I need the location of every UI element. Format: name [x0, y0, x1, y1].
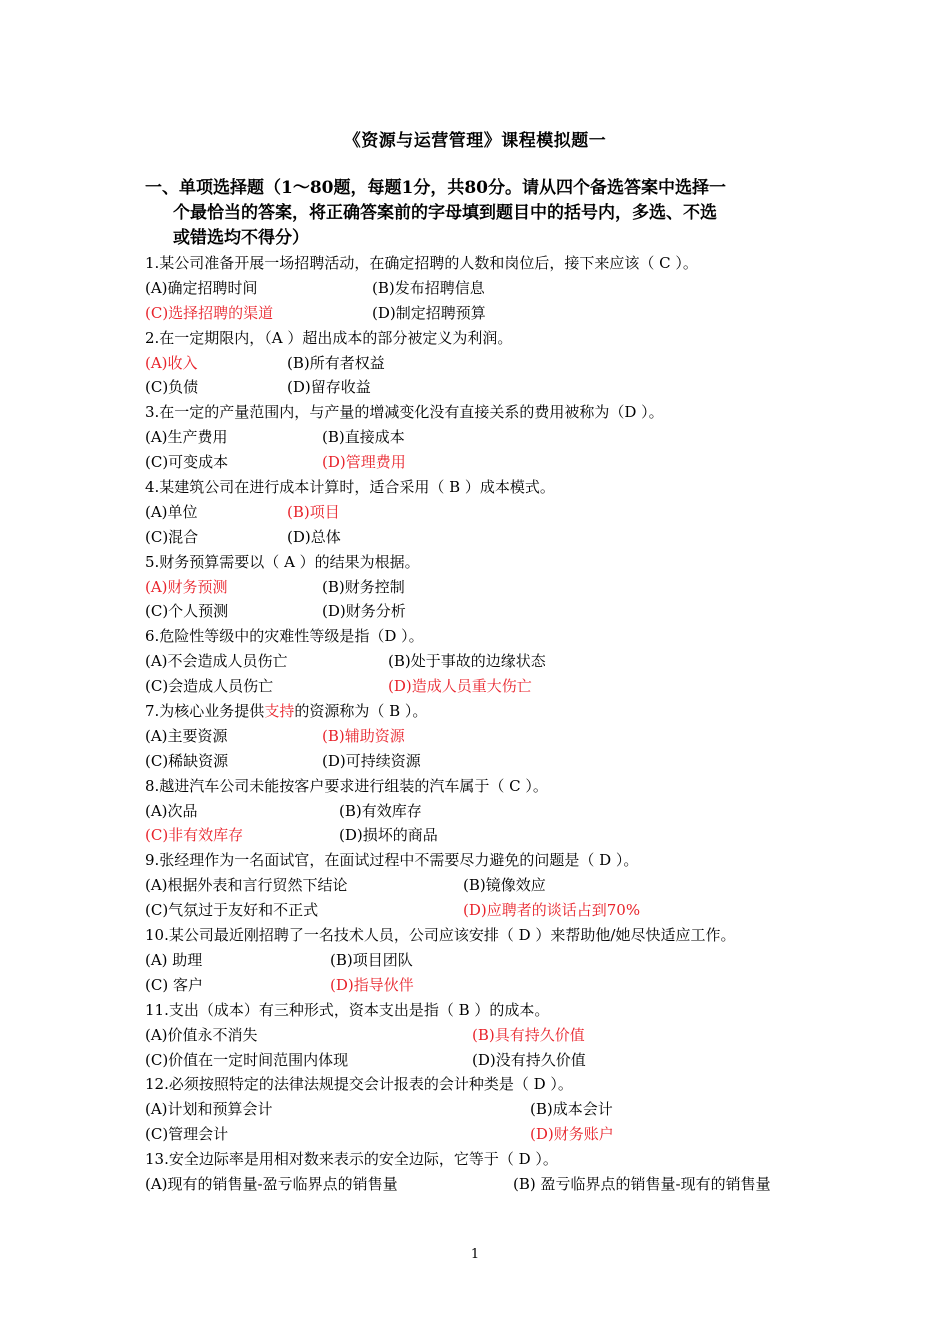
question-4-options-row: [145, 525, 810, 550]
question-7-text: [145, 699, 810, 724]
section-heading-line: 一、单项选择题（1～80题，每题1分，共80分。请从四个备选答案中选择一: [145, 178, 726, 198]
option-b: (B) 盈亏临界点的销售量-现有的销售量: [513, 1174, 771, 1193]
question-3-text: 3.在一定的产量范围内，与产量的增减变化没有直接关系的费用被称为（D ）。: [145, 403, 664, 422]
option-c-correct: (C)非有效库存: [145, 826, 244, 845]
question-9-options-row: [145, 898, 810, 923]
option-b: (B)财务控制: [322, 577, 405, 596]
option-c: (C)混合: [145, 527, 199, 546]
question-5-text: 5.财务预算需要以（ A ）的结果为根据。: [145, 552, 420, 571]
option-d-correct: (D)应聘者的谈话占到70%: [463, 901, 641, 920]
question-1-options-row: [145, 276, 810, 301]
option-b: (B)发布招聘信息: [372, 278, 485, 297]
question-11-text: 11.支出（成本）有三种形式，资本支出是指（ B ）的成本。: [145, 1000, 550, 1019]
question-8-text: 8.越进汽车公司未能按客户要求进行组装的汽车属于（ C ）。: [145, 776, 548, 795]
option-a: (A)主要资源: [145, 726, 228, 745]
option-a: (A)生产费用: [145, 428, 228, 447]
question-10-text: 10.某公司最近刚招聘了一名技术人员，公司应该安排（ D ）来帮助他/她尽快适应工作。: [145, 926, 736, 945]
question-11-options-row: [145, 1023, 810, 1048]
option-c: (C)管理会计: [145, 1125, 229, 1144]
option-a-correct: (A)收入: [145, 353, 198, 372]
question-9-text: 9.张经理作为一名面试官，在面试过程中不需要尽力避免的问题是（ D ）。: [145, 851, 639, 870]
option-d: (D)可持续资源: [322, 751, 421, 770]
question-12-text: 12.必须按照特定的法律法规提交会计报表的会计种类是（ D ）。: [145, 1075, 573, 1094]
question-9-options-row: [145, 873, 810, 898]
option-b: (B)项目团队: [330, 950, 413, 969]
question-6-options-row: [145, 649, 810, 674]
option-c: (C)稀缺资源: [145, 751, 229, 770]
option-c-correct: (C)选择招聘的渠道: [145, 303, 274, 322]
question-10-options-row: [145, 973, 810, 998]
question-4-text: 4.某建筑公司在进行成本计算时，适合采用（ B ）成本模式。: [145, 478, 555, 497]
question-1-options-row: [145, 301, 810, 326]
question-10-options-row: [145, 948, 810, 973]
option-d: (D)制定招聘预算: [372, 303, 486, 322]
question-7-text-end: 的资源称为（ B ）。: [294, 702, 428, 721]
question-4-options-row: [145, 500, 810, 525]
option-b-correct: (B)具有持久价值: [472, 1025, 585, 1044]
option-d: (D)没有持久价值: [472, 1050, 586, 1069]
question-7-options-row: [145, 724, 810, 749]
question-7-options-row: [145, 749, 810, 774]
option-d-correct: (D)指导伙伴: [330, 975, 414, 994]
option-d: (D)留存收益: [287, 378, 371, 397]
question-5-options-row: [145, 575, 810, 600]
option-c: (C)价值在一定时间范围内体现: [145, 1050, 349, 1069]
question-2-options-row: [145, 351, 810, 376]
question-12-options-row: [145, 1122, 810, 1147]
question-7-highlight: 支持: [264, 702, 295, 721]
option-a: (A)确定招聘时间: [145, 278, 258, 297]
question-7-text-start: 7.为核心业务提供: [145, 702, 265, 721]
option-d-correct: (D)财务账户: [530, 1125, 614, 1144]
option-b-correct: (B)辅助资源: [322, 726, 405, 745]
question-6-text: 6.危险性等级中的灾难性等级是指（D ）。: [145, 627, 424, 646]
option-b: (B)直接成本: [322, 428, 405, 447]
question-6-options-row: [145, 674, 810, 699]
section-heading-line: 个最恰当的答案，将正确答案前的字母填到题目中的括号内，多选、不选: [173, 203, 717, 223]
option-d-correct: (D)造成人员重大伤亡: [388, 677, 532, 696]
option-b: (B)镜像效应: [463, 876, 546, 895]
question-1-text: 1.某公司准备开展一场招聘活动，在确定招聘的人数和岗位后，接下来应该（ C ）。: [145, 254, 698, 272]
option-c: (C)可变成本: [145, 453, 229, 472]
option-b-correct: (B)项目: [287, 502, 340, 521]
option-c: (C)负债: [145, 378, 199, 397]
question-12-options-row: [145, 1097, 810, 1122]
option-d: (D)财务分析: [322, 602, 406, 621]
option-a-correct: (A)财务预测: [145, 577, 228, 596]
option-d: (D)总体: [287, 527, 341, 546]
question-8-options-row: [145, 799, 810, 824]
option-c: (C)会造成人员伤亡: [145, 677, 274, 696]
question-2-text: 2.在一定期限内，（A ）超出成本的部分被定义为利润。: [145, 328, 513, 347]
option-d-correct: (D)管理费用: [322, 453, 406, 472]
section-heading-line: 或错选均不得分）: [173, 228, 309, 248]
question-13-options-row: [145, 1172, 810, 1197]
option-c: (C)个人预测: [145, 602, 229, 621]
option-a: (A)计划和预算会计: [145, 1100, 273, 1119]
option-a: (A)单位: [145, 502, 198, 521]
option-b: (B)成本会计: [530, 1100, 613, 1119]
option-a: (A)根据外表和言行贸然下结论: [145, 876, 348, 895]
question-13-text: 13.安全边际率是用相对数来表示的安全边际，它等于（ D ）。: [145, 1150, 558, 1169]
option-c: (C)气氛过于友好和不正式: [145, 901, 319, 920]
question-3-options-row: [145, 450, 810, 475]
question-2-options-row: [145, 375, 810, 400]
option-a: (A)价值永不消失: [145, 1025, 258, 1044]
question-11-options-row: [145, 1048, 810, 1073]
section-heading: [145, 176, 810, 251]
option-d: (D)损坏的商品: [339, 826, 438, 845]
question-list: [145, 251, 810, 1197]
question-8-options-row: [145, 823, 810, 848]
option-b: (B)有效库存: [339, 801, 422, 820]
option-b: (B)处于事故的边缘状态: [388, 652, 546, 671]
option-a: (A)现有的销售量-盈亏临界点的销售量: [145, 1174, 398, 1193]
page-title: 《资源与运营管理》课程模拟题一: [343, 131, 607, 151]
option-c: (C) 客户: [145, 975, 203, 994]
option-a: (A) 助理: [145, 950, 203, 969]
option-b: (B)所有者权益: [287, 353, 385, 372]
option-a: (A)次品: [145, 801, 198, 820]
page-number: 1: [470, 1247, 480, 1262]
question-5-options-row: [145, 599, 810, 624]
question-3-options-row: [145, 425, 810, 450]
option-a: (A)不会造成人员伤亡: [145, 652, 288, 671]
